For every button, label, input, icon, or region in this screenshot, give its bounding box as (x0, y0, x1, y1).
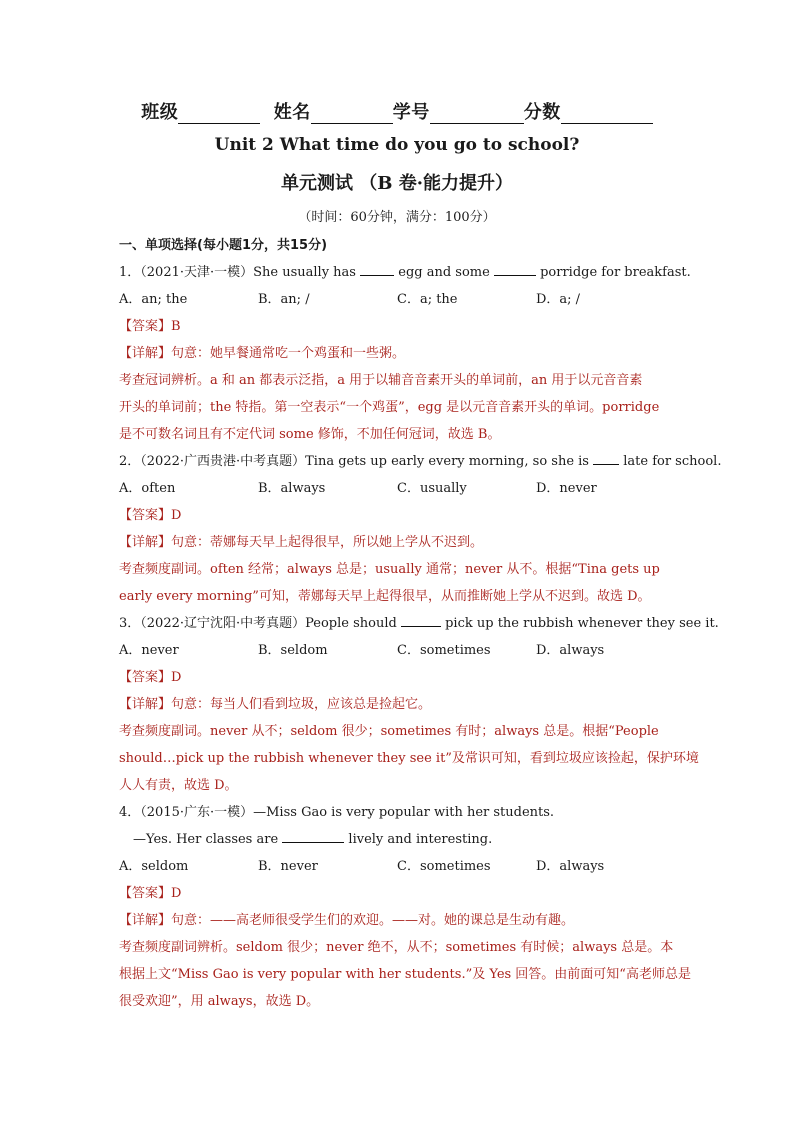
stem-text: 1．（2021·天津·一模）She usually has (119, 265, 361, 280)
answer: 【答案】D (119, 670, 182, 685)
detail-line: 【详解】句意：——高老师很受学生们的欢迎。——对。她的课总是生动有趣。 (119, 913, 575, 928)
detail-line: 【详解】句意：她早餐通常吃一个鸡蛋和一些粥。 (119, 346, 406, 361)
question-stem (119, 259, 691, 286)
options-row (119, 475, 679, 502)
detail-line: 是不可数名词且有不定代词 some 修饰，不加任何冠词，故选 B。 (119, 427, 501, 442)
detail-line: 根据上文“Miss Gao is very popular with her students.”及 Yes 回答。由前面可知“高老师总是 (119, 967, 691, 982)
class-label: 班级 (141, 102, 179, 123)
detail-line: 考查频度副词辨析。seldom 很少；never 绝不，从不；sometimes 有时候；always 总是。本 (119, 940, 674, 955)
detail-line: 考查冠词辨析。a 和 an 都表示泛指，a 用于以辅音音素开头的单词前，an 用于以元音音素 (119, 373, 643, 388)
detail-line: 人人有责，故选 D。 (119, 778, 238, 793)
option-a: A．seldom (119, 859, 189, 874)
answer-blank (401, 612, 441, 627)
option-b: B．always (258, 481, 326, 496)
name-blank[interactable] (311, 105, 393, 124)
option-d: D．always (536, 643, 605, 658)
stem-text: 3．（2022·辽宁沈阳·中考真题）People should (119, 616, 401, 631)
option-b: B．seldom (258, 643, 328, 658)
id-label: 学号 (392, 102, 430, 123)
stem-text: egg and some (394, 265, 494, 280)
detail-line: 开头的单词前；the 特指。第一空表示“一个鸡蛋”，egg 是以元音音素开头的单词。porridge (119, 400, 660, 415)
test-meta: （时间：60分钟，满分：100分） (298, 210, 496, 225)
stem-text: porridge for breakfast. (535, 265, 691, 280)
options-row (119, 286, 679, 313)
answer: 【答案】B (119, 319, 181, 334)
stem-text: pick up the rubbish whenever they see it. (440, 616, 719, 631)
unit-title: Unit 2 What time do you go to school? (214, 135, 580, 155)
score-blank[interactable] (561, 105, 653, 124)
section-title: 一、单项选择(每小题1分，共15分) (119, 238, 328, 253)
option-c: C．usually (397, 481, 467, 496)
options-row (119, 637, 679, 664)
question-stem (119, 610, 719, 637)
question-stem-continuation (119, 826, 679, 853)
question-stem: 4．（2015·广东·一模）—Miss Gao is very popular with her students. (119, 805, 555, 820)
stem-text: —Yes. Her classes are (133, 832, 283, 847)
option-b: B．an; / (258, 292, 310, 307)
id-blank[interactable] (430, 105, 524, 124)
option-b: B．never (258, 859, 318, 874)
score-label: 分数 (523, 102, 561, 123)
detail-line: 考查频度副词。never 从不；seldom 很少；sometimes 有时；always 总是。根据“People (119, 724, 659, 739)
answer: 【答案】D (119, 508, 182, 523)
option-a: A．often (119, 481, 176, 496)
student-info-line (0, 98, 794, 124)
answer-blank (593, 450, 619, 465)
detail-line: 很受欢迎”，用 always，故选 D。 (119, 994, 320, 1009)
stem-text: lively and interesting. (344, 832, 493, 847)
test-subtitle: 单元测试 （B 卷·能力提升） (280, 173, 513, 194)
detail-line: 【详解】句意：每当人们看到垃圾，应该总是捡起它。 (119, 697, 432, 712)
detail-line: early every morning”可知，蒂娜每天早上起得很早，从而推断她上学从不迟到。故选 D。 (119, 589, 651, 604)
option-a: A．an; the (119, 292, 188, 307)
detail-line: should…pick up the rubbish whenever they see it”及常识可知，看到垃圾应该捡起，保护环境 (119, 751, 699, 766)
option-d: D．never (536, 481, 597, 496)
question-stem (119, 448, 722, 475)
option-c: C．a; the (397, 292, 458, 307)
option-c: C．sometimes (397, 643, 491, 658)
option-c: C．sometimes (397, 859, 491, 874)
detail-line: 【详解】句意：蒂娜每天早上起得很早，所以她上学从不迟到。 (119, 535, 484, 550)
question-list (119, 232, 722, 1015)
stem-text: late for school. (619, 454, 722, 469)
class-blank[interactable] (178, 105, 260, 124)
options-row (119, 853, 679, 880)
stem-text: 2．（2022·广西贵港·中考真题）Tina gets up early every morning, so she is (119, 454, 594, 469)
option-a: A．never (119, 643, 179, 658)
option-d: D．always (536, 859, 605, 874)
answer-blank (282, 828, 344, 843)
name-label: 姓名 (273, 102, 311, 123)
answer-blank (494, 261, 536, 276)
option-d: D．a; / (536, 292, 581, 307)
answer: 【答案】D (119, 886, 182, 901)
detail-line: 考查频度副词。often 经常；always 总是；usually 通常；never 从不。根据“Tina gets up (119, 562, 660, 577)
answer-blank (360, 261, 394, 276)
